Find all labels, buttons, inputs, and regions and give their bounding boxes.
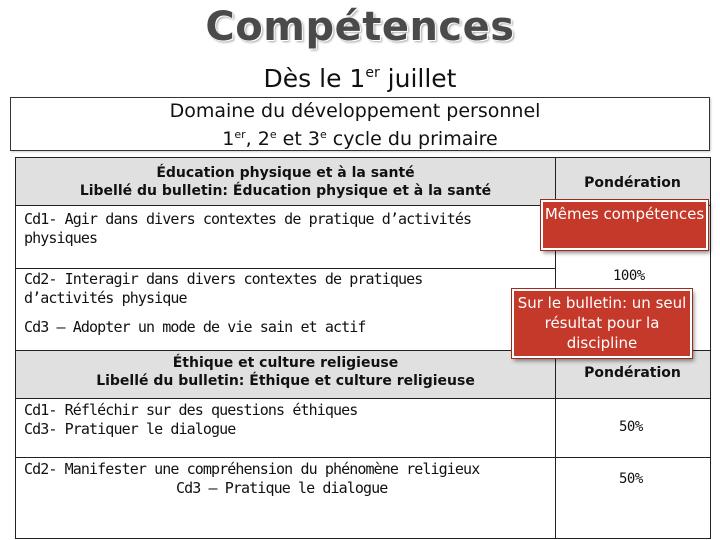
section1-bulletin-label: Libellé du bulletin: Éducation physique et à la santé	[79, 183, 492, 199]
section2-row-2-line2: Cd3 – Pratique le dialogue	[176, 479, 388, 497]
section2-bulletin-label: Libellé du bulletin: Éthique et culture religieuse	[96, 373, 475, 389]
cycle-2-sup: e	[269, 128, 277, 141]
section1-weight-value: 100%	[613, 268, 645, 284]
domain-title: Domaine du développement personnel	[169, 100, 541, 122]
domain-cycles	[11, 123, 709, 151]
section2-heading	[16, 354, 555, 390]
section1-row-cd3: Cd3 – Adopter un mode de vie sain et actif	[24, 318, 366, 336]
cycle-2: , 2	[245, 128, 270, 150]
callout-single-result	[512, 289, 692, 358]
page-title: Compétences	[205, 4, 515, 50]
row-divider	[16, 268, 555, 269]
section1-heading	[16, 164, 555, 200]
cycle-1-sup: er	[234, 128, 246, 141]
cycle-3-sup: e	[319, 128, 327, 141]
effective-date	[0, 64, 720, 93]
section1-title: Éducation physique et à la santé	[156, 165, 415, 181]
section2-row-2-weight: 50%	[619, 471, 643, 487]
effective-date-suffix: juillet	[379, 64, 457, 93]
section1-row-cd1: Cd1- Agir dans divers contextes de pratique d’activités physiques	[24, 210, 472, 247]
section2-weight-header: Pondération	[584, 365, 681, 381]
row-divider	[16, 398, 710, 399]
section2-row-1	[24, 401, 549, 439]
section2-row-2	[24, 460, 549, 498]
section2-title: Éthique et culture religieuse	[172, 355, 399, 371]
section2-row-1-weight: 50%	[619, 419, 643, 435]
section2-row-2-line1: Cd2- Manifester une compréhension du phénomène religieux	[24, 460, 480, 478]
domain-box	[10, 97, 710, 151]
row-divider	[16, 457, 710, 458]
callout-same-competences-text: Mêmes compétences	[544, 205, 705, 223]
competences-table	[15, 157, 711, 539]
cycle-3: et 3	[276, 128, 320, 150]
section2-row-1-line1: Cd1- Réfléchir sur des questions éthiques	[24, 401, 358, 419]
callout-single-result-text: Sur le bulletin: un seul résultat pour la discipline	[517, 294, 687, 352]
cycle-1: 1	[222, 128, 235, 150]
effective-date-sup: er	[365, 65, 380, 81]
section2-row-1-line2: Cd3- Pratiquer le dialogue	[24, 420, 236, 438]
section1-weight-header: Pondération	[584, 175, 681, 191]
effective-date-prefix: Dès le 1	[263, 64, 366, 93]
section1-row-cd2: Cd2- Interagir dans divers contextes de pratiques d’activités physique	[24, 270, 423, 307]
callout-same-competences	[541, 200, 708, 250]
cycle-suffix: cycle du primaire	[326, 128, 498, 150]
